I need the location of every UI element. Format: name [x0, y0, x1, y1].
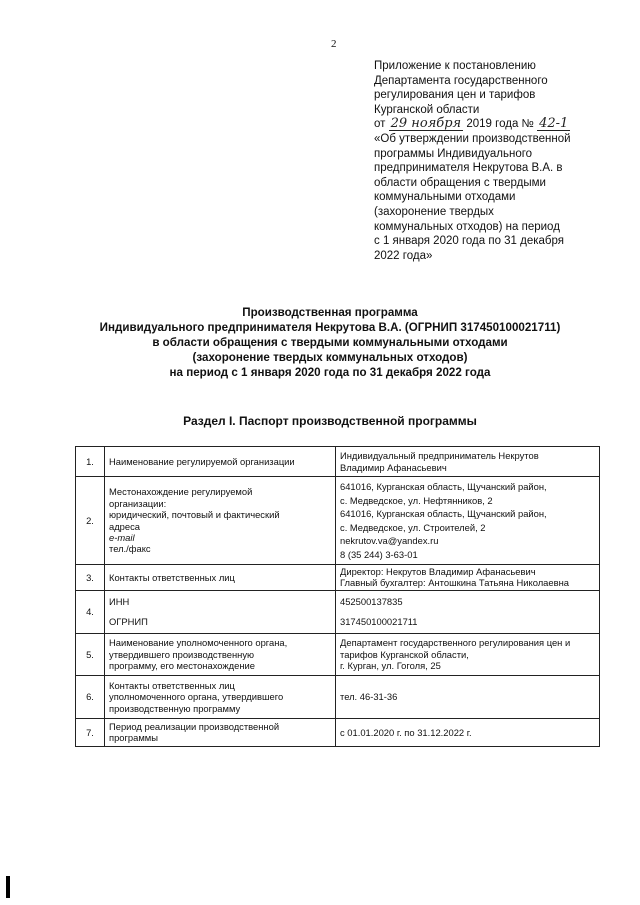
date-year: 2019 года №	[466, 118, 534, 131]
appendix-line: «Об утверждении производственной	[374, 132, 571, 145]
row-value	[336, 477, 600, 565]
name-line: ИНН	[109, 595, 130, 607]
table-row	[76, 633, 600, 675]
name-line: программы	[109, 732, 158, 744]
value-line: Владимир Афанасьевич	[340, 461, 447, 473]
value-line: Индивидуальный предприниматель Некрутов	[340, 450, 539, 462]
value-line: nekrutov.va@yandex.ru	[340, 535, 439, 546]
row-name: Наименование регулируемой организации	[105, 447, 336, 477]
appendix-line: предпринимателя Некрутова В.А. в	[374, 162, 563, 175]
value-line: 8 (35 244) 3-63-01	[340, 548, 418, 560]
table-row	[76, 675, 600, 718]
row-value: тел. 46-31-36	[336, 675, 600, 718]
handwritten-number: 42-1	[539, 116, 569, 132]
row-name: Контакты ответственных лиц	[105, 565, 336, 591]
appendix-line: Курганской области	[374, 103, 480, 116]
title-line: в области обращения с твердыми коммунальными отходами	[152, 336, 508, 349]
row-number: 7.	[76, 718, 105, 746]
value-line: Главный бухгалтер: Антошкина Татьяна Николаевна	[340, 577, 569, 589]
date-prefix: от	[374, 118, 386, 131]
appendix-line: (захоронение твердых	[374, 205, 494, 218]
name-line: юридический, почтовый и фактический	[109, 509, 280, 521]
name-line: Контакты ответственных лиц	[109, 679, 235, 691]
row-value	[336, 590, 600, 633]
table-row	[76, 590, 600, 633]
name-line: Местонахождение регулируемой	[109, 486, 253, 498]
row-number: 6.	[76, 675, 105, 718]
value-line: Департамент государственного регулирования цен и	[340, 637, 571, 649]
row-value	[336, 633, 600, 675]
row-value: с 01.01.2020 г. по 31.12.2022 г.	[336, 718, 600, 746]
passport-table	[75, 446, 600, 747]
scan-artifact	[6, 876, 10, 898]
title-line: на период с 1 января 2020 года по 31 декабря 2022 года	[169, 366, 491, 379]
value-line: 641016, Курганская область, Щучанский район,	[340, 508, 547, 519]
value-line: 641016, Курганская область, Щучанский район,	[340, 481, 547, 492]
row-name	[105, 477, 336, 565]
name-line: e-mail	[109, 531, 135, 543]
table-row	[76, 565, 600, 591]
name-line: адреса	[109, 520, 141, 532]
value-line: 317450100021711	[340, 615, 418, 627]
name-line: организации:	[109, 497, 167, 509]
row-name	[105, 718, 336, 746]
appendix-line: Приложение к постановлению	[374, 60, 536, 72]
section-title: Раздел I. Паспорт производственной программы	[183, 414, 477, 428]
name-line: Период реализации производственной	[109, 720, 280, 732]
value-line: г. Курган, ул. Гоголя, 25	[340, 660, 441, 672]
name-line: производственную программу	[109, 702, 241, 714]
document-title	[60, 305, 600, 380]
value-line: с. Медведское, ул. Строителей, 2	[340, 521, 486, 533]
title-line: Производственная программа	[242, 306, 418, 319]
row-number: 2.	[76, 477, 105, 565]
name-line: программу, его местонахождение	[109, 660, 255, 672]
appendix-line: 2022 года»	[374, 249, 433, 262]
name-line: утвердившего производственную	[109, 648, 255, 660]
row-number: 5.	[76, 633, 105, 675]
row-number: 3.	[76, 565, 105, 591]
appendix-line: программы Индивидуального	[374, 147, 533, 160]
name-line: тел./факс	[109, 543, 151, 555]
appendix-line: коммунальными отходами	[374, 191, 516, 204]
row-value	[336, 447, 600, 477]
appendix-block	[374, 59, 624, 263]
value-line: тарифов Курганской области,	[340, 648, 469, 660]
row-value	[336, 565, 600, 591]
appendix-line: коммунальных отходов) на период	[374, 220, 560, 233]
appendix-line: области обращения с твердыми	[374, 176, 546, 189]
appendix-line: Департамента государственного	[374, 74, 548, 87]
handwritten-date: 29 ноября	[390, 116, 462, 132]
row-number: 4.	[76, 590, 105, 633]
table-row	[76, 718, 600, 746]
name-line: уполномоченного органа, утвердившего	[109, 691, 284, 703]
row-number: 1.	[76, 447, 105, 477]
value-line: с. Медведское, ул. Нефтянников, 2	[340, 494, 493, 506]
value-line: Директор: Некрутов Владимир Афанасьевич	[340, 566, 536, 577]
row-name	[105, 590, 336, 633]
value-line: 452500137835	[340, 595, 403, 607]
table-row	[76, 477, 600, 565]
row-name	[105, 675, 336, 718]
row-name	[105, 633, 336, 675]
appendix-line: с 1 января 2020 года по 31 декабря	[374, 235, 565, 248]
name-line: Наименование уполномоченного органа,	[109, 637, 288, 649]
table-row	[76, 447, 600, 477]
name-line: ОГРНИП	[109, 615, 148, 627]
page-number: 2	[331, 38, 337, 50]
title-line: Индивидуального предпринимателя Некрутова В.А. (ОГРНИП 317450100021711)	[99, 321, 561, 334]
appendix-line: регулирования цен и тарифов	[374, 89, 536, 102]
title-line: (захоронение твердых коммунальных отходов)	[192, 351, 468, 364]
appendix-date-line	[374, 117, 624, 132]
